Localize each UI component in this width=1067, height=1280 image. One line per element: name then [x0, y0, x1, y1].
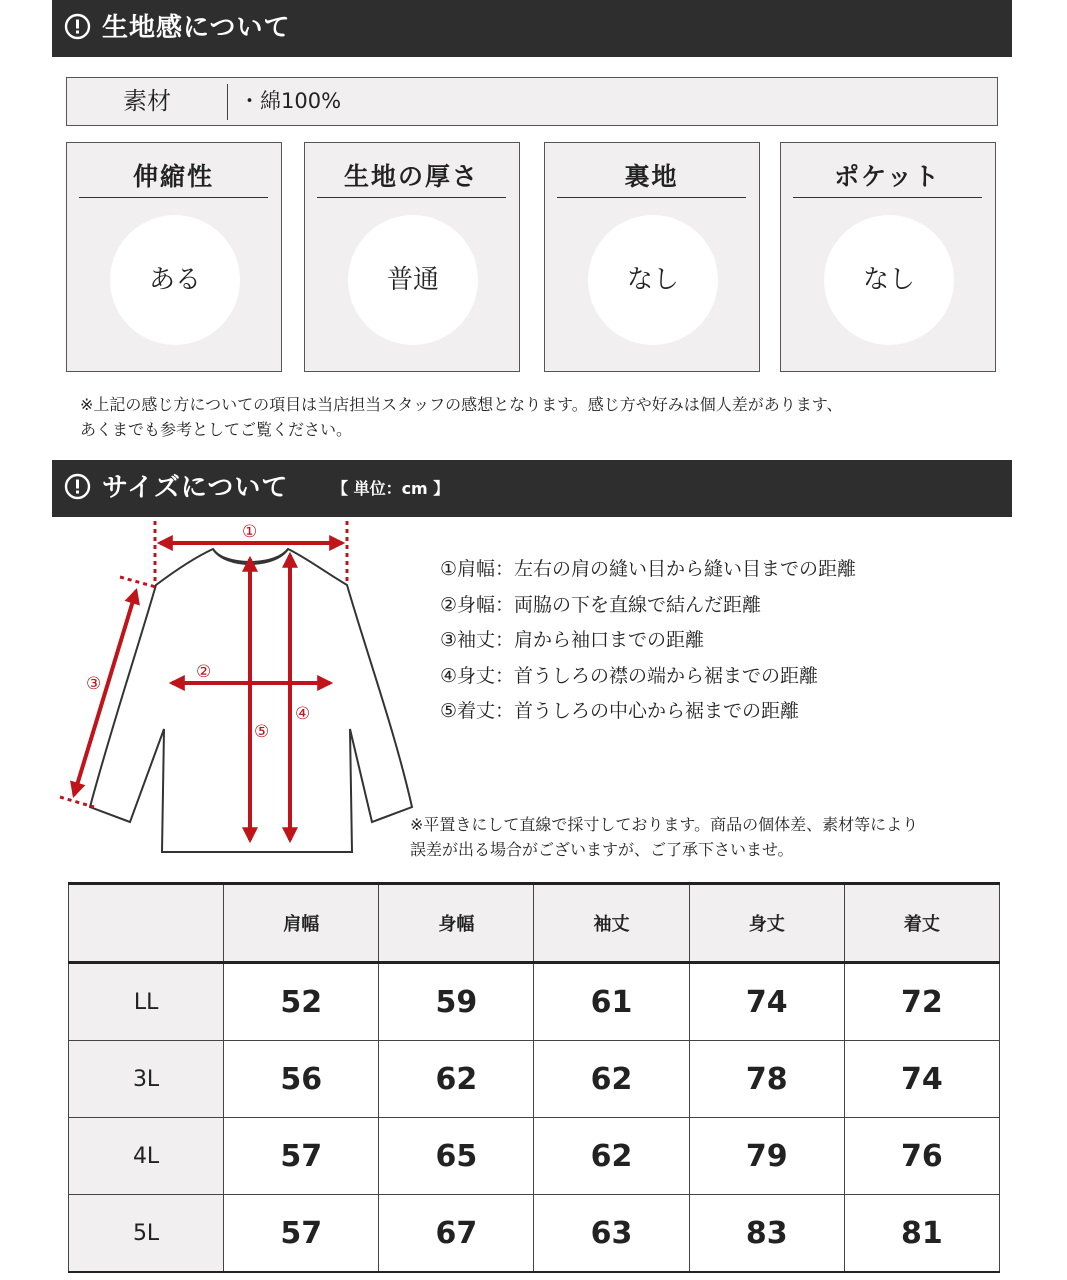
impression-note: [80, 392, 843, 442]
attribute-label: ポケット: [793, 157, 982, 198]
table-cell: 74: [689, 963, 844, 1041]
table-row: [69, 1041, 1000, 1118]
table-cell: 62: [534, 1118, 689, 1195]
table-cell: 72: [844, 963, 999, 1041]
table-cell: 57: [224, 1118, 379, 1195]
size-label: LL: [69, 963, 224, 1041]
attribute-label: 生地の厚さ: [317, 157, 506, 198]
measurement-descriptions: [440, 552, 856, 730]
table-cell: 52: [224, 963, 379, 1041]
table-row: [69, 1118, 1000, 1195]
table-row: [69, 963, 1000, 1041]
note-line: 誤差が出る場合がございますが、ご了承下さいませ。: [410, 840, 794, 859]
table-cell: 76: [844, 1118, 999, 1195]
attribute-value: なし: [824, 215, 954, 345]
table-cell: 79: [689, 1118, 844, 1195]
section-title: 生地感について: [102, 13, 291, 43]
measurement-note: [410, 812, 918, 862]
material-row: [66, 77, 998, 126]
attribute-card-pocket: [780, 142, 996, 372]
attribute-card-thickness: [304, 142, 520, 372]
arrow-sleeve: [74, 591, 136, 795]
mark-chest: ②: [196, 662, 212, 682]
table-cell: 78: [689, 1041, 844, 1118]
mark-sleeve: ③: [86, 674, 102, 694]
note-line: ※平置きにして直線で採寸しております。商品の個体差、素材等により: [410, 815, 919, 834]
mark-body-length: ④: [295, 704, 311, 724]
attribute-card-stretch: [66, 142, 282, 372]
garment-measurement-diagram: [0, 517, 430, 857]
header-cell: 袖丈: [534, 884, 689, 963]
header-cell: 着丈: [844, 884, 999, 963]
exclamation-icon: [64, 473, 91, 500]
note-line: ※上記の感じ方についての項目は当店担当スタッフの感想となります。感じ方や好みは個人差があります、: [80, 395, 843, 414]
mark-total-length: ⑤: [254, 722, 270, 742]
size-label: 4L: [69, 1118, 224, 1195]
header-cell: [69, 884, 224, 963]
size-label: 5L: [69, 1195, 224, 1273]
section-header-fabric: [52, 0, 1012, 57]
table-cell: 65: [379, 1118, 534, 1195]
table-cell: 62: [534, 1041, 689, 1118]
header-cell: 肩幅: [224, 884, 379, 963]
description-item: ①肩幅：左右の肩の縫い目から縫い目までの距離: [440, 558, 857, 580]
description-item: ⑤着丈：首うしろの中心から裾までの距離: [440, 700, 800, 722]
table-row: [69, 1195, 1000, 1273]
attribute-value: 普通: [348, 215, 478, 345]
table-header-row: [69, 884, 1000, 963]
attribute-value: なし: [588, 215, 718, 345]
attribute-label: 伸縮性: [79, 157, 268, 198]
material-label: 素材: [123, 87, 171, 115]
description-item: ④身丈：首うしろの襟の端から裾までの距離: [440, 664, 819, 687]
table-cell: 62: [379, 1041, 534, 1118]
header-cell: 身丈: [689, 884, 844, 963]
table-cell: 63: [534, 1195, 689, 1273]
table-cell: 67: [379, 1195, 534, 1273]
attribute-value: ある: [110, 215, 240, 345]
table-cell: 81: [844, 1195, 999, 1273]
unit-label: 【 単位：cm 】: [332, 479, 450, 498]
description-item: ③袖丈：肩から袖口までの距離: [440, 629, 705, 651]
material-value: ・綿100%: [239, 89, 342, 113]
section-title: サイズについて: [102, 473, 289, 503]
table-cell: 74: [844, 1041, 999, 1118]
description-item: ②身幅：両脇の下を直線で結んだ距離: [440, 593, 762, 616]
divider: [227, 84, 228, 120]
mark-shoulder: ①: [242, 522, 258, 542]
size-table: [68, 882, 1000, 1273]
table-cell: 83: [689, 1195, 844, 1273]
note-line: あくまでも参考としてご覧ください。: [80, 420, 353, 439]
attribute-card-lining: [544, 142, 760, 372]
table-cell: 59: [379, 963, 534, 1041]
exclamation-icon: [64, 13, 91, 40]
attribute-label: 裏地: [557, 157, 746, 198]
table-cell: 56: [224, 1041, 379, 1118]
section-header-size: [52, 460, 1012, 517]
table-cell: 61: [534, 963, 689, 1041]
header-cell: 身幅: [379, 884, 534, 963]
table-cell: 57: [224, 1195, 379, 1273]
size-label: 3L: [69, 1041, 224, 1118]
